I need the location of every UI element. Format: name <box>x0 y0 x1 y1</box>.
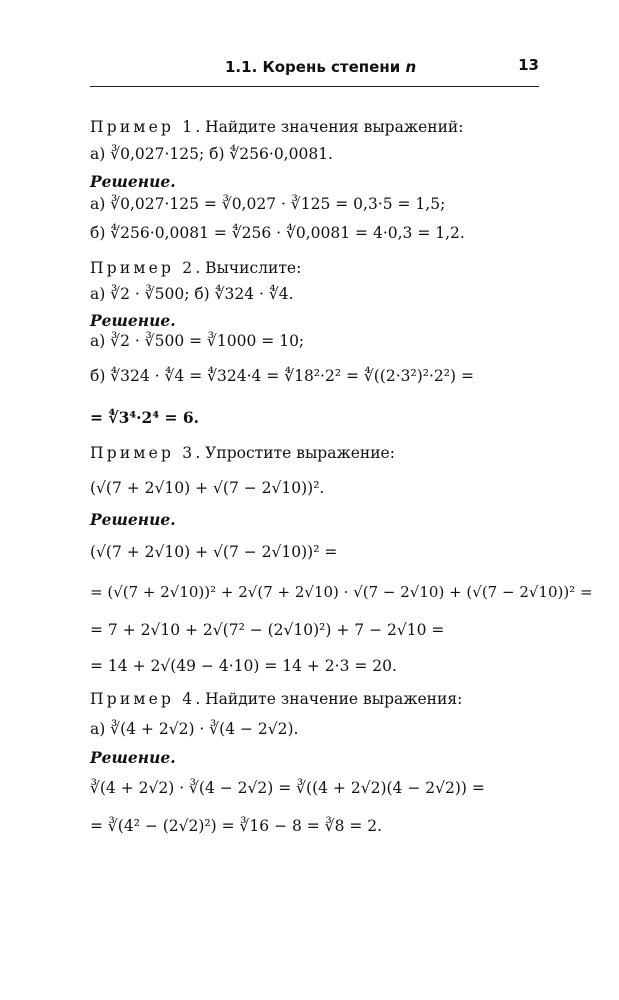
page-number: 13 <box>518 56 539 74</box>
example-1-heading: Пример 1. Найдите значения выражений: <box>90 118 464 136</box>
example-2-heading: Пример 2. Вычислите: <box>90 259 302 277</box>
example-3-step-2: = (√(7 + 2√10))² + 2√(7 + 2√10) · √(7 − 2√10) + (√(7 − 2√10))² = <box>90 583 593 601</box>
example-2-solution-b-cont: = ∜3⁴·2⁴ = 6. <box>90 408 200 427</box>
example-2-solution-a: а) ∛2 · ∛500 = ∛1000 = 10; <box>90 332 305 350</box>
example-3-solution-label: Решение. <box>90 510 176 529</box>
example-4-step-2: = ∛(4² − (2√2)²) = ∛16 − 8 = ∛8 = 2. <box>90 817 383 835</box>
example-3-heading: Пример 3. Упростите выражение: <box>90 444 395 462</box>
example-4-step-1: ∛(4 + 2√2) · ∛(4 − 2√2) = ∛((4 + 2√2)(4 − 2√2)) = <box>90 779 485 797</box>
example-2-solution-b: б) ∜324 · ∜4 = ∜324·4 = ∜18²·2² = ∜((2·3²)²·2²) = <box>90 367 474 385</box>
example-1-solution-label: Решение. <box>90 172 176 191</box>
example-1-solution-a: а) ∛0,027·125 = ∛0,027 · ∛125 = 0,3·5 = 1,5; <box>90 195 446 213</box>
example-1-task: а) ∛0,027·125; б) ∜256·0,0081. <box>90 145 333 163</box>
example-3-task: (√(7 + 2√10) + √(7 − 2√10))². <box>90 479 325 497</box>
running-header <box>90 52 539 87</box>
example-4-solution-label: Решение. <box>90 748 176 767</box>
example-2-task: а) ∛2 · ∛500; б) ∜324 · ∜4. <box>90 285 294 303</box>
example-3-step-3: = 7 + 2√10 + 2√(7² − (2√10)²) + 7 − 2√10 = <box>90 621 445 639</box>
example-3-step-4: = 14 + 2√(49 − 4·10) = 14 + 2·3 = 20. <box>90 657 397 675</box>
example-1-solution-b: б) ∜256·0,0081 = ∜256 · ∜0,0081 = 4·0,3 = 1,2. <box>90 224 465 242</box>
example-4-task: а) ∛(4 + 2√2) · ∛(4 − 2√2). <box>90 720 299 738</box>
example-4-heading: Пример 4. Найдите значение выражения: <box>90 690 463 708</box>
example-2-solution-label: Решение. <box>90 311 176 330</box>
chapter-title: 1.1. Корень степени n <box>225 58 417 76</box>
example-3-step-1: (√(7 + 2√10) + √(7 − 2√10))² = <box>90 543 338 561</box>
